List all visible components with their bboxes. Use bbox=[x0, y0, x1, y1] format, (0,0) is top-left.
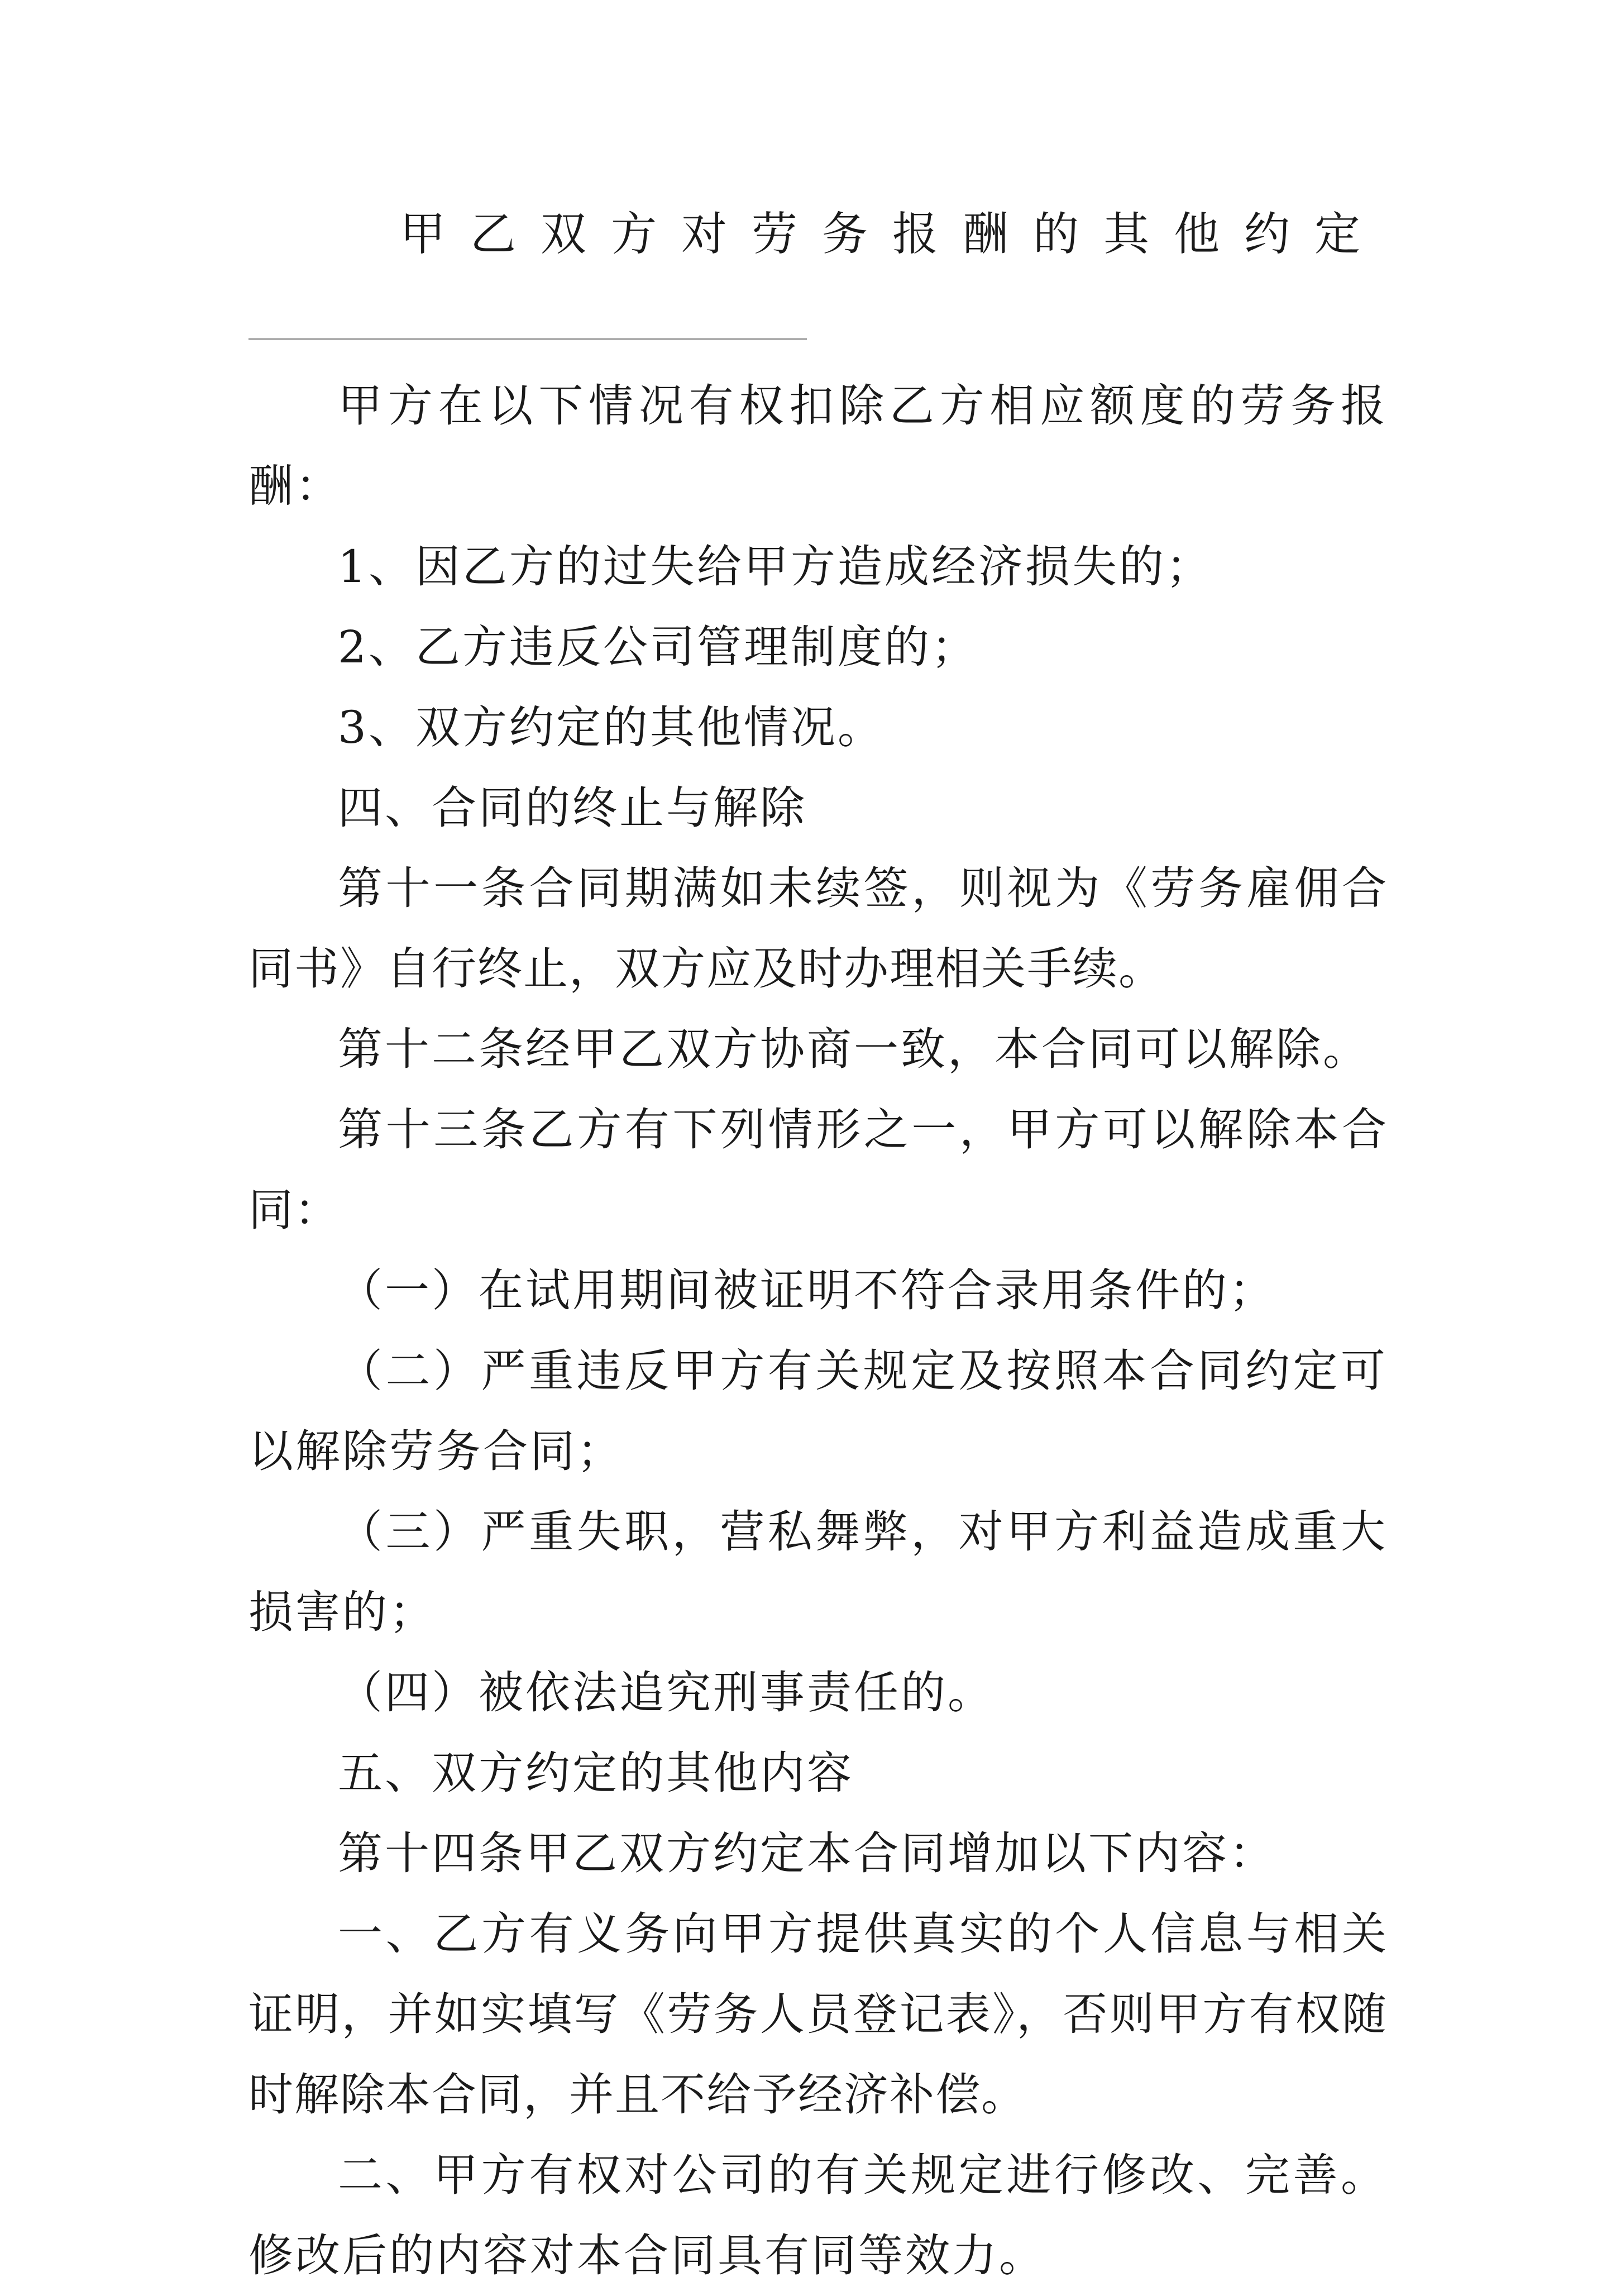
list-item: （一）在试用期间被证明不符合录用条件的； bbox=[338, 1264, 1276, 1316]
list-item: （三）严重失职，营私舞弊，对甲方利益造成重大损害的； bbox=[248, 1506, 1388, 1638]
list-item: （二）严重违反甲方有关规定及按照本合同约定可以解除劳务合同； bbox=[248, 1345, 1388, 1477]
section-heading: 五、双方约定的其他内容 bbox=[338, 1747, 854, 1799]
document-body bbox=[248, 366, 1388, 2296]
article-paragraph: 第十一条合同期满如未续签，则视为《劳务雇佣合同书》自行终止，双方应及时办理相关手续。 bbox=[248, 862, 1388, 995]
paragraph: 甲方在以下情况有权扣除乙方相应额度的劳务报酬： bbox=[248, 380, 1388, 512]
fill-in-blank-line bbox=[248, 338, 807, 340]
list-item: （四）被依法追究刑事责任的。 bbox=[338, 1667, 995, 1719]
paragraph: 一、乙方有义务向甲方提供真实的个人信息与相关证明，并如实填写《劳务人员登记表》，否则甲方有权随时解除本合同，并且不给予经济补偿。 bbox=[248, 1908, 1388, 2121]
list-item: 2、乙方违反公司管理制度的； bbox=[338, 621, 978, 673]
article-paragraph: 第十三条乙方有下列情形之一，甲方可以解除本合同： bbox=[248, 1104, 1388, 1236]
article-paragraph: 第十四条甲乙双方约定本合同增加以下内容： bbox=[338, 1827, 1276, 1879]
section-heading: 四、合同的终止与解除 bbox=[338, 782, 807, 834]
document-heading: 甲乙双方对劳务报酬的其他约定 bbox=[399, 208, 1385, 261]
list-item: 3、双方约定的其他情况。 bbox=[338, 701, 885, 753]
article-paragraph: 第十二条经甲乙双方协商一致，本合同可以解除。 bbox=[338, 1023, 1370, 1075]
paragraph: 二、甲方有权对公司的有关规定进行修改、完善。修改后的内容对本合同具有同等效力。 bbox=[248, 2149, 1388, 2281]
list-item: 1、因乙方的过失给甲方造成经济损失的； bbox=[338, 541, 1213, 593]
